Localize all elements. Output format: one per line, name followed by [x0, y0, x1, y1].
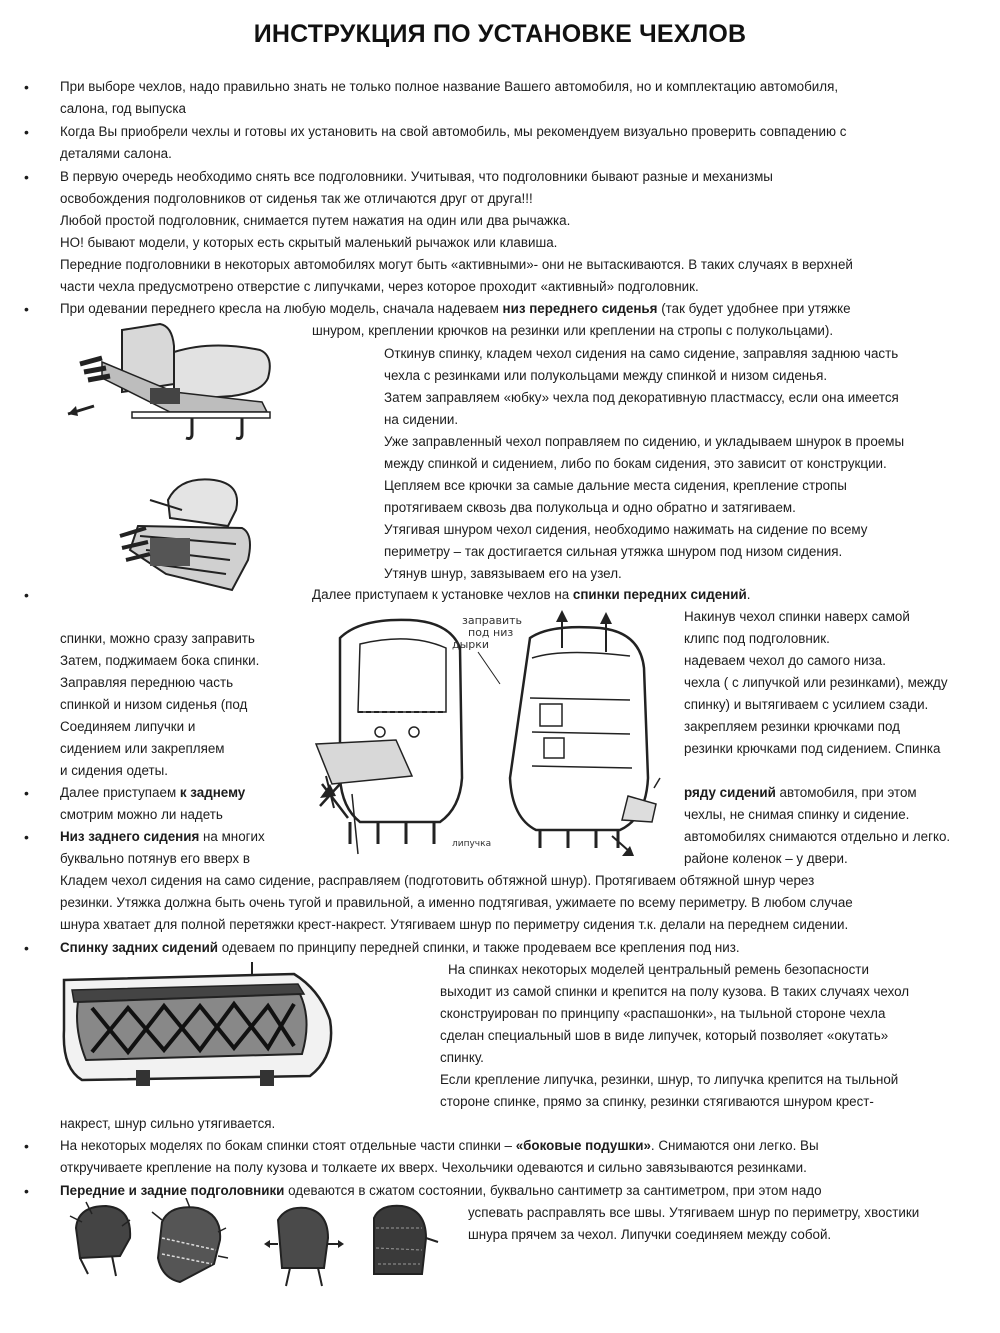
- bullet: •: [24, 169, 29, 185]
- rear-backrest-figure: [58, 960, 338, 1094]
- para-4-right-4: на сидении.: [384, 412, 459, 427]
- para-4-right-6: между спинкой и сидением, либо по бокам сидения, это зависит от конструкции.: [384, 456, 887, 471]
- bullet: •: [24, 79, 29, 95]
- figure-label: дырки: [452, 638, 490, 651]
- para-8-right-3: сконструирован по принципу «распашонки», на тыльной стороне чехла: [440, 1006, 886, 1021]
- para-4-right-11: Утянув шнур, завязываем его на узел.: [384, 566, 622, 581]
- bullet: •: [24, 1138, 29, 1154]
- para-10-right-2: шнура прячем за чехол. Липучки соединяем между собой.: [468, 1227, 832, 1242]
- para-5-left-7: и сидения одеты.: [60, 763, 168, 778]
- para-5-right-5: спинку) и вытягиваем с усилием сзади.: [684, 697, 929, 712]
- bullet: •: [24, 587, 29, 603]
- figure-label: липучка: [452, 839, 492, 849]
- para-5-right-6: закрепляем резинки крючками под: [684, 719, 900, 734]
- para-4-right-1: Откинув спинку, кладем чехол сидения на само сидение, заправляя заднюю часть: [384, 346, 899, 361]
- para-4-right-8: протягиваем сквозь два полукольца и одно обратно и затягиваем.: [384, 500, 796, 515]
- para-6-right-2: чехлы, не снимая спинку и сидение.: [684, 807, 910, 822]
- para-1-line-1: При выборе чехлов, надо правильно знать не только полное название Вашего автомобиля, но и комплектацию автомобиля,: [60, 79, 839, 94]
- para-9-line-2: откручиваете крепление на полу кузова и толкаете их вверх. Чехольчики одеваются и сильно завязываются резинками.: [60, 1160, 807, 1175]
- para-8-right-7: стороне спинке, прямо за спинку, резинки стягиваются шнуром крест-: [440, 1094, 874, 1109]
- figure-label: под низ: [468, 626, 514, 639]
- bullet: •: [24, 785, 29, 801]
- para-2-line-1: Когда Вы приобрели чехлы и готовы их установить на свой автомобиль, мы рекомендуем визуально проверить совпадению с: [60, 124, 847, 139]
- para-4-right-5: Уже заправленный чехол поправляем по сидению, и укладываем шнурок в проемы: [384, 434, 905, 449]
- para-4-right-2: чехла с резинками или полукольцами между спинкой и низом сиденья.: [384, 368, 828, 383]
- para-7-full-2: резинки. Утяжка должна быть очень тугой и правильной, а именно подтягивая, ужимаете по всему периметру. В любом случае: [60, 895, 853, 910]
- para-5-left-5: Соединяем липучки и: [60, 719, 196, 734]
- para-10-line-1: Передние и задние подголовники одеваются в сжатом состоянии, буквально сантиметр за сантиметром, при этом надо: [60, 1183, 822, 1198]
- para-3-line-3: Любой простой подголовник, снимается путем нажатия на один или два рычажка.: [60, 213, 571, 228]
- para-3-line-6: части чехла предусмотрено отверстие с липучками, через которое проходит «активный» подголовник.: [60, 279, 699, 294]
- para-3-line-5: Передние подголовники в некоторых автомобилях могут быть «активными»- они не вытаскиваются. В таких случаях в верхней: [60, 257, 853, 272]
- figure-label: заправить: [462, 614, 523, 627]
- para-7-line-1: Низ заднего сидения на многих: [60, 829, 265, 844]
- para-8-right-4: сделан специальный шов в виде липучек, который позволяет «окутать»: [440, 1028, 889, 1043]
- para-5-left-4: спинкой и низом сиденья (под: [60, 697, 248, 712]
- bullet: •: [24, 829, 29, 845]
- headrests-figure: [66, 1198, 446, 1290]
- para-1-line-2: салона, год выпуска: [60, 101, 186, 116]
- para-8-right-2: выходит из самой спинки и крепится на полу кузова. В таких случаях чехол: [440, 984, 910, 999]
- para-10-right-1: успевать расправлять все швы. Утягиваем шнур по периметру, хвостики: [468, 1205, 920, 1220]
- para-6-line-1: Далее приступаем к заднему: [60, 785, 246, 800]
- para-4-right-9: Утягивая шнуром чехол сидения, необходимо нажимать на сидение по всему: [384, 522, 868, 537]
- para-7-right-1: автомобилях снимаются отдельно и легко.: [684, 829, 951, 844]
- para-5-left-1: спинки, можно сразу заправить: [60, 631, 255, 646]
- para-4-right-10: периметру – так достигается сильная утяжка шнуром под низом сидения.: [384, 544, 843, 559]
- para-3-line-1: В первую очередь необходимо снять все подголовники. Учитывая, что подголовники бывают разные и механизмы: [60, 169, 773, 184]
- para-4-line-2: шнуром, креплении крючков на резинки или креплении на стропы с полукольцами).: [312, 323, 834, 338]
- para-4-right-7: Цепляем все крючки за самые дальние места сидения, крепление стропы: [384, 478, 847, 493]
- para-2-line-2: деталями салона.: [60, 146, 172, 161]
- para-5-right-3: надеваем чехол до самого низа.: [684, 653, 886, 668]
- para-5-left-3: Заправляя переднюю часть: [60, 675, 234, 690]
- para-5-left-2: Затем, поджимаем бока спинки.: [60, 653, 260, 668]
- bullet: •: [24, 1183, 29, 1199]
- para-8-line-1: Спинку задних сидений одеваем по принципу передней спинки, и также продеваем все крепления под низ.: [60, 940, 740, 955]
- para-9-line-1: На некоторых моделях по бокам спинки стоят отдельные части спинки – «боковые подушки». Снимаются они легко. Вы: [60, 1138, 819, 1153]
- para-5-right-4: чехла ( с липучкой или резинками), между: [684, 675, 948, 690]
- para-5-line-1: Далее приступаем к установке чехлов на спинки передних сидений.: [312, 587, 751, 602]
- bullet: •: [24, 940, 29, 956]
- para-7-left-2: буквально потянув его вверх в: [60, 851, 250, 866]
- para-3-line-2: освобождения подголовников от сиденья так же отличаются друг от друга!!!: [60, 191, 533, 206]
- para-7-full-3: шнура хватает для полной перетяжки крест-накрест. Утягиваем шнур по периметру сидения т.к. делали на переднем сидении.: [60, 917, 849, 932]
- para-5-right-2: клипс под подголовник.: [684, 631, 830, 646]
- page-title: ИНСТРУКЦИЯ ПО УСТАНОВКЕ ЧЕХЛОВ: [253, 20, 747, 48]
- para-7-right-2: районе коленок – у двери.: [684, 851, 848, 866]
- para-8-right-6: Если крепление липучка, резинки, шнур, то липучка крепится на тыльной: [440, 1072, 899, 1087]
- para-6-right-1: ряду сидений автомобиля, при этом: [684, 785, 917, 800]
- bullet: •: [24, 124, 29, 140]
- seat-cushion-hooks-figure: [62, 322, 284, 442]
- para-8-right-5: спинку.: [440, 1050, 484, 1065]
- para-4-right-3: Затем заправляем «юбку» чехла под декоративную пластмассу, если она имеется: [384, 390, 899, 405]
- seat-tightening-figure: [110, 470, 258, 602]
- bullet: •: [24, 301, 29, 317]
- para-6-left-2: смотрим можно ли надеть: [60, 807, 223, 822]
- para-5-right-7: резинки крючками под сидением. Спинка: [684, 741, 941, 756]
- para-8-last: накрест, шнур сильно утягивается.: [60, 1116, 276, 1131]
- para-3-line-4: НО! бывают модели, у которых есть скрытый маленький рычажок или клавиша.: [60, 235, 558, 250]
- para-5-right-1: Накинув чехол спинки наверх самой: [684, 609, 910, 624]
- para-8-right-1: На спинках некоторых моделей центральный ремень безопасности: [448, 962, 869, 977]
- front-backrest-figure: [300, 608, 672, 860]
- para-5-left-6: сидением или закрепляем: [60, 741, 225, 756]
- para-4-line-1: При одевании переднего кресла на любую модель, сначала надеваем низ переднего сиденья (так будет удобнее при утяжке: [60, 301, 851, 316]
- para-7-full-1: Кладем чехол сидения на само сидение, расправляем (подготовить обтяжной шнур). Протягиваем обтяжной шнур через: [60, 873, 815, 888]
